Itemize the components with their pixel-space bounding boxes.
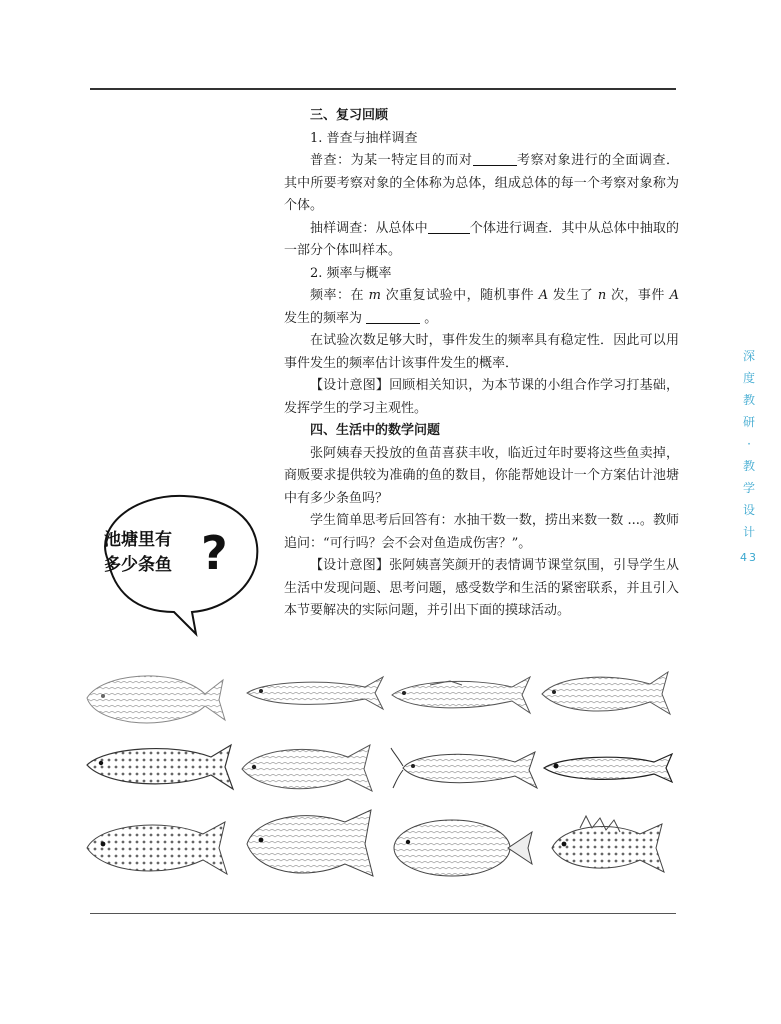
freq-var-a2: A: [669, 288, 679, 303]
sampling-blank: [428, 219, 470, 234]
sub2-title: 2. 频率与概率: [310, 265, 392, 281]
design-intent-1: 【设计意图】回顾相关知识，为本节课的小组合作学习打基础，发挥学生的学习主观性。: [284, 378, 679, 416]
section4-title: 四、生活中的数学问题: [310, 423, 441, 438]
sampling-text-b: 个体进行调查．其中从总体中抽取的一部分个体叫样本。: [284, 220, 679, 258]
sampling-paragraph: [284, 218, 679, 263]
story-paragraph: 张阿姨春天投放的鱼苗喜获丰收，临近过年时要将这些鱼卖掉，商贩要求提供较为准确的鱼的数目，你能帮她设计一个方案估计池塘中有多少条鱼吗？: [284, 445, 679, 506]
fish-bream: [242, 745, 372, 791]
fish-catfish: [391, 748, 537, 788]
bubble-line-1: 池塘里有: [104, 530, 172, 550]
sub1-title: 1. 普查与抽样调查: [310, 130, 418, 146]
fish-flounder: [394, 820, 532, 876]
census-blank: [473, 151, 517, 166]
section3-title: 三、复习回顾: [310, 108, 389, 123]
bubble-line-2: 多少条鱼: [104, 555, 172, 575]
side-char: 度: [742, 371, 755, 385]
fish-mackerel: [392, 677, 530, 713]
fish-herring: [247, 677, 383, 709]
freq-text-f: 。: [424, 310, 438, 326]
freq-var-a1: A: [538, 288, 549, 303]
side-char: 研: [742, 415, 755, 429]
freq-text-d: 次，事件: [610, 288, 665, 303]
fish-trout: [87, 745, 233, 789]
freq-var-n: n: [597, 288, 607, 303]
bottom-rule: [90, 913, 676, 914]
fish-anchovy: [544, 754, 672, 782]
freq-blank: [366, 309, 420, 324]
fish-illustrations: [80, 658, 680, 888]
freq-text-e: 发生的频率为: [284, 310, 363, 326]
side-char: 教: [742, 393, 755, 407]
fish-silver-carp: [542, 672, 670, 714]
stability-paragraph: 在试验次数足够大时，事件发生的频率具有稳定性．因此可以用事件发生的频率估计该事件发生的概率．: [284, 333, 679, 371]
bubble-text: [104, 528, 216, 578]
census-paragraph: [284, 150, 679, 218]
fish-scorpionfish: [552, 816, 664, 872]
freq-text-b: 次重复试验中，随机事件: [385, 288, 535, 303]
side-char: 学: [742, 481, 755, 495]
freq-text-a: 频率：在: [310, 288, 364, 303]
census-text-a: 普查：为某一特定目的而对: [310, 153, 473, 168]
side-char: 计: [742, 525, 755, 539]
side-char: 教: [742, 459, 755, 473]
census-text-b: 考察对象进行的全面调查．其中所要考察对象的全体称为总体，组成总体的每一个考察对象称为个体。: [284, 153, 679, 213]
main-text: [284, 105, 679, 623]
fish-carp: [87, 676, 225, 723]
side-running-title: [740, 345, 758, 569]
fish-grouper: [87, 822, 227, 874]
design-intent-2: 【设计意图】张阿姨喜笑颜开的表情调节课堂氛围，引导学生从生活中发现问题、思考问题，感受数学和生活的紧密联系，并且引入本节要解决的实际问题，并引出下面的摸球活动。: [284, 558, 679, 618]
fish-crucian-carp: [247, 810, 373, 876]
page-number: 43: [740, 551, 758, 564]
answer-paragraph: 学生简单思考后回答有：水抽干数一数，捞出来数一数 ...。教师追问：“可行吗？会不会对鱼造成伤害？”。: [284, 513, 679, 551]
freq-var-m: m: [368, 288, 381, 303]
question-mark: ?: [201, 526, 228, 580]
side-char: 深: [742, 349, 755, 363]
side-char: ·: [747, 437, 751, 451]
sampling-text-a: 抽样调查：从总体中: [310, 220, 428, 236]
freq-text-c: 发生了: [552, 288, 594, 303]
top-rule: [90, 88, 676, 90]
side-char: 设: [742, 503, 755, 517]
frequency-paragraph: [284, 285, 679, 330]
